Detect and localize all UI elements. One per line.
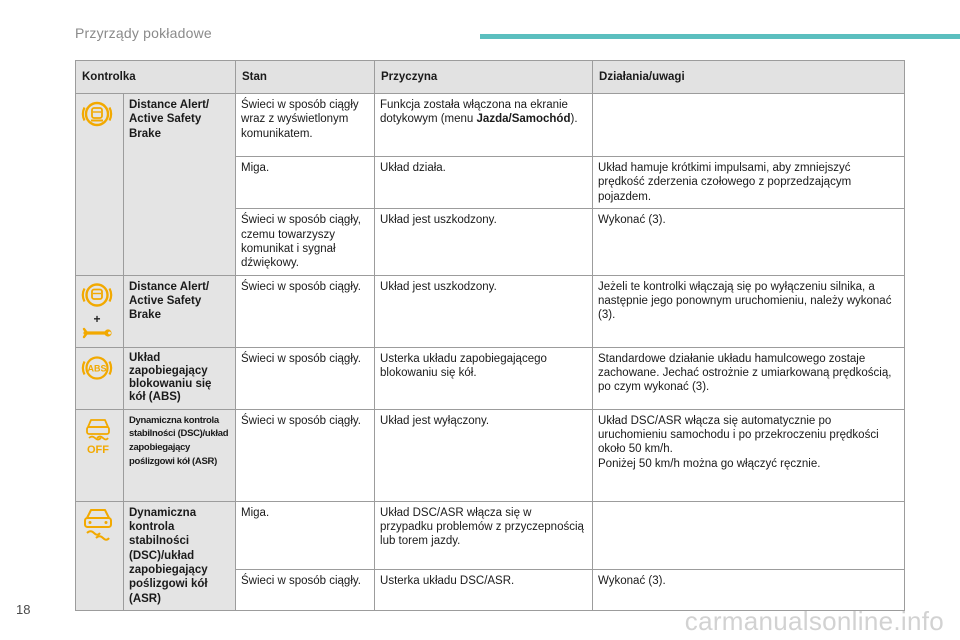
page-number: 18 <box>16 602 31 617</box>
dzialania-cell <box>593 409 905 501</box>
dzialania-cell: Wykonać (3). <box>593 569 905 610</box>
dsc-name: Dynamiczna kontrola stabilności (DSC)/układ zapobiegający poślizgowi kół (ASR) <box>124 501 236 611</box>
dzialania-line-2: Poniżej 50 km/h można go włączyć ręcznie. <box>598 457 821 470</box>
stan-cell: Świeci w sposób ciągły. <box>236 409 375 501</box>
stan-cell: Świeci w sposób ciągły wraz z wyświetlonym komunikatem. <box>236 94 375 157</box>
abs-icon-text: ABS <box>87 363 107 374</box>
column-header-przyczyna: Przyczyna <box>375 61 593 94</box>
dzialania-cell <box>593 501 905 569</box>
column-header-dzialania: Działania/uwagi <box>593 61 905 94</box>
abs-icon <box>81 352 113 384</box>
warning-lights-table <box>75 60 905 611</box>
plus-sign: + <box>93 311 101 326</box>
stan-cell: Świeci w sposób ciągły. <box>236 347 375 409</box>
header-accent-bar <box>480 34 960 39</box>
table-row <box>76 275 905 347</box>
dzialania-cell: Wykonać (3). <box>593 209 905 276</box>
stan-cell: Świeci w sposób ciągły. <box>236 275 375 347</box>
przyczyna-cell: Układ jest wyłączony. <box>375 409 593 501</box>
section-title: Przyrządy pokładowe <box>75 25 212 41</box>
dzialania-cell: Jeżeli te kontrolki włączają się po wyłączeniu silnika, a następnie jego ponownym uruchomieniu, należy wykonać (3). <box>593 275 905 347</box>
dsc-icon-cell <box>76 501 124 611</box>
stan-cell: Miga. <box>236 501 375 569</box>
dsc-off-name: Dynamiczna kontrola stabilności (DSC)/układ zapobiegający poślizgowi kół (ASR) <box>124 409 236 501</box>
table-row <box>76 409 905 501</box>
stan-cell: Miga. <box>236 157 375 209</box>
przyczyna-cell: Układ jest uszkodzony. <box>375 209 593 276</box>
distance-alert-name: Distance Alert/ Active Safety Brake <box>124 94 236 276</box>
dzialania-line-1: Układ DSC/ASR włącza się automatycznie po uruchomieniu samochodu i po przekroczeniu prędkości około 50 km/h. <box>598 414 879 456</box>
distance-alert-service-icon-cell <box>76 275 124 347</box>
dsc-icon <box>81 506 115 542</box>
dzialania-cell: Standardowe działanie układu hamulcowego zostaje zachowane. Jechać ostrożnie z umiarkowaną prędkością, po czym wykonać (3). <box>593 347 905 409</box>
abs-icon-cell <box>76 347 124 409</box>
distance-alert-service-name: Distance Alert/ Active Safety Brake <box>124 275 236 347</box>
dsc-off-icon-text: OFF <box>87 443 109 456</box>
column-header-stan: Stan <box>236 61 375 94</box>
distance-alert-service-icon <box>81 280 113 310</box>
wrench-icon <box>82 327 112 339</box>
abs-name: Układ zapobiegający blokowaniu się kół (ABS) <box>124 347 236 409</box>
przyczyna-cell: Usterka układu DSC/ASR. <box>375 569 593 610</box>
table-row <box>76 94 905 157</box>
dzialania-cell: Układ hamuje krótkimi impulsami, aby zmniejszyć prędkość zderzenia czołowego z poprzedzającym pojazdem. <box>593 157 905 209</box>
przyczyna-cell: Układ jest uszkodzony. <box>375 275 593 347</box>
przyczyna-cell: Układ DSC/ASR włącza się w przypadku problemów z przyczepnością lub torem jazdy. <box>375 501 593 569</box>
column-header-kontrolka: Kontrolka <box>76 61 236 94</box>
table-row <box>76 347 905 409</box>
table-row <box>76 501 905 569</box>
distance-alert-icon-cell <box>76 94 124 276</box>
stan-cell: Świeci w sposób ciągły, czemu towarzyszy komunikat i sygnał dźwiękowy. <box>236 209 375 276</box>
distance-alert-icon <box>81 98 113 130</box>
dzialania-cell <box>593 94 905 157</box>
stan-cell: Świeci w sposób ciągły. <box>236 569 375 610</box>
dsc-off-icon <box>81 414 115 456</box>
przyczyna-cell: Funkcja została włączona na ekranie dotykowym (menu Jazda/Samochód). <box>375 94 593 157</box>
przyczyna-cell: Układ działa. <box>375 157 593 209</box>
watermark: carmanualsonline.info <box>684 606 944 636</box>
przyczyna-cell: Usterka układu zapobiegającego blokowaniu się kół. <box>375 347 593 409</box>
table-header-row <box>76 61 905 94</box>
dsc-off-icon-cell <box>76 409 124 501</box>
